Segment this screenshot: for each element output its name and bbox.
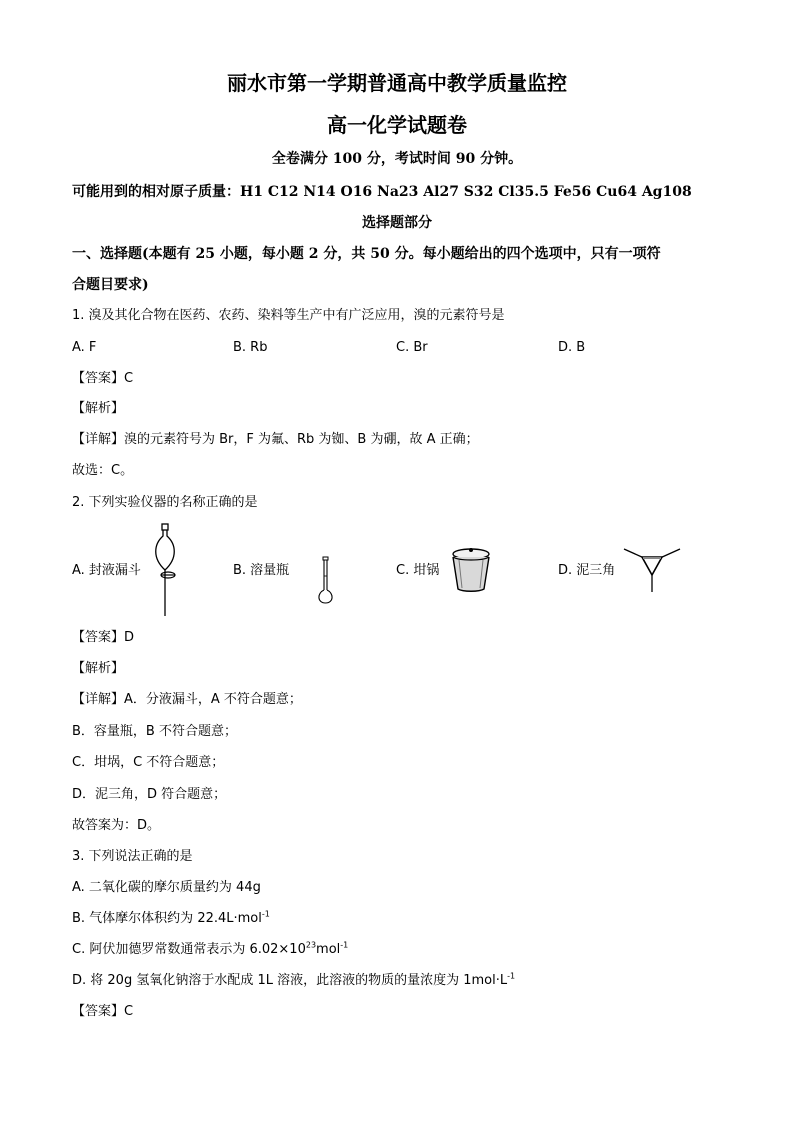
exam-title: 丽水市第一学期普通高中教学质量监控: [227, 71, 567, 95]
q2-conclusion: 故答案为：D。: [72, 818, 161, 833]
q1-detail: 【详解】溴的元素符号为 Br，F 为氟、Rb 为铷、B 为硼，故 A 正确；: [72, 432, 479, 447]
q2-line-d: D．泥三角，D 符合题意；: [72, 787, 227, 802]
q3-option-d: [72, 972, 515, 990]
q1-analysis: 【解析】: [72, 401, 125, 416]
section-heading-line1: 一、选择题(本题有 25 小题，每小题 2 分，共 50 分。每小题给出的四个选项中，只有一项符: [72, 246, 661, 262]
q2-detail: 【详解】A．分液漏斗，A 不符合题意；: [72, 692, 302, 707]
q3-option-c: [72, 941, 348, 959]
q2-option-b: B. 溶量瓶: [233, 563, 290, 578]
exam-info: 全卷满分 100 分，考试时间 90 分钟。: [271, 151, 523, 167]
separatory-funnel-icon: [148, 522, 184, 618]
q3-option-c-sup2: -1: [340, 940, 349, 950]
q1-conclusion: 故选：C。: [72, 463, 134, 478]
section-heading-line2: 合题目要求): [72, 277, 149, 293]
q3-stem: 3. 下列说法正确的是: [72, 849, 193, 864]
q2-line-c: C．坩埚，C 不符合题意；: [72, 755, 225, 770]
q2-stem: 2. 下列实验仪器的名称正确的是: [72, 495, 258, 510]
volumetric-flask-icon: [316, 556, 336, 606]
part-heading: 选择题部分: [362, 215, 432, 231]
q3-option-c-sup1: 23: [305, 940, 317, 950]
atomic-masses: 可能用到的相对原子质量：H1 C12 N14 O16 Na23 Al27 S32 Cl35.5 Fe56 Cu64 Ag108: [72, 184, 692, 200]
q1-answer: 【答案】C: [72, 371, 134, 386]
q3-option-d-text: D. 将 20g 氢氧化钠溶于水配成 1L 溶液，此溶液的物质的量浓度为 1mol·L: [72, 973, 508, 988]
q2-line-b: B．容量瓶，B 不符合题意；: [72, 724, 237, 739]
q2-option-d: D. 泥三角: [558, 563, 616, 578]
q1-option-c: C. Br: [396, 340, 428, 355]
q3-option-b: [72, 910, 270, 928]
exam-subtitle: 高一化学试题卷: [327, 113, 467, 137]
q3-answer: 【答案】C: [72, 1004, 134, 1019]
q1-option-b: B. Rb: [233, 340, 268, 355]
crucible-icon: [447, 546, 495, 594]
q2-answer: 【答案】D: [72, 630, 135, 645]
q1-option-d: D. B: [558, 340, 586, 355]
q3-option-b-text: B. 气体摩尔体积约为 22.4L·mol: [72, 911, 262, 926]
q3-option-a: A. 二氧化碳的摩尔质量约为 44g: [72, 880, 261, 895]
q2-option-a: A. 封液漏斗: [72, 563, 141, 578]
q1-option-a: A. F: [72, 340, 97, 355]
q3-option-d-sup: -1: [507, 971, 516, 981]
clay-triangle-icon: [622, 545, 682, 595]
q2-option-c: C. 坩锅: [396, 563, 440, 578]
q3-option-c-text: C. 阿伏加德罗常数通常表示为 6.02×10: [72, 942, 306, 957]
q2-analysis: 【解析】: [72, 661, 125, 676]
q3-option-c-unit: mol: [316, 942, 341, 957]
q1-stem: 1. 溴及其化合物在医药、农药、染料等生产中有广泛应用，溴的元素符号是: [72, 308, 505, 323]
q3-option-b-sup: -1: [261, 909, 270, 919]
